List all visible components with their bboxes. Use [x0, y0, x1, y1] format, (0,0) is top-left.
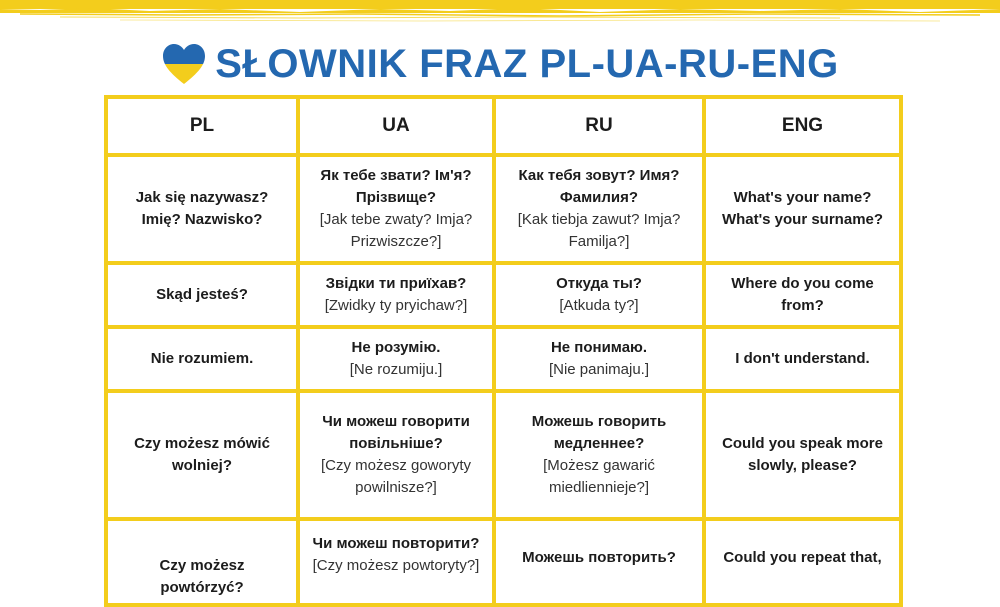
- phrase-pl: Czy możesz mówić wolniej?: [134, 435, 270, 474]
- cell-eng: [704, 519, 901, 605]
- cell-ua: [298, 519, 494, 605]
- phrase-ru: Можешь говорить медленнее?: [531, 413, 667, 452]
- phrase-eng: Where do you come from?: [731, 275, 874, 314]
- phrase-ru: Можешь повторить?: [522, 549, 676, 566]
- translit-ru: [Kak tiebja zawut? Imja? Familja?]: [517, 211, 681, 250]
- translit-ua: [Jak tebe zwaty? Imja? Prizwiszcze?]: [319, 211, 473, 250]
- title-row: [0, 36, 1000, 92]
- header-ru: RU: [494, 97, 704, 155]
- phrase-eng: Could you speak more slowly, please?: [722, 435, 883, 474]
- table-row: [106, 327, 901, 391]
- cell-pl: [106, 155, 298, 263]
- cell-eng: [704, 263, 901, 327]
- phrase-ru: Откуда ты?: [556, 275, 642, 292]
- translit-ru: [Atkuda ty?]: [559, 297, 639, 314]
- table-header-row: [106, 97, 901, 155]
- cell-eng: [704, 155, 901, 263]
- cell-ua: [298, 155, 494, 263]
- cell-pl: [106, 519, 298, 605]
- phrase-pl: Skąd jesteś?: [156, 286, 248, 303]
- cell-ru: [494, 263, 704, 327]
- top-brush-border: [0, 0, 1000, 24]
- cell-eng: [704, 391, 901, 519]
- heart-icon: [161, 42, 207, 88]
- page-title: SŁOWNIK FRAZ PL-UA-RU-ENG: [215, 41, 839, 86]
- translit-ua: [Czy możesz goworyty powilnisze?]: [320, 457, 472, 496]
- phrase-eng: Could you repeat that,: [723, 549, 882, 566]
- table-row: [106, 263, 901, 327]
- translit-ua: [Ne rozumiju.]: [349, 361, 443, 378]
- cell-eng: [704, 327, 901, 391]
- cell-ru: [494, 155, 704, 263]
- header-ua: UA: [298, 97, 494, 155]
- translit-ua: [Zwidky ty pryichaw?]: [324, 297, 468, 314]
- cell-ru: [494, 391, 704, 519]
- translit-ua: [Czy możesz powtoryty?]: [312, 557, 480, 574]
- phrase-ua: Звідки ти приїхав?: [325, 275, 467, 292]
- phrase-eng: What's your name? What's your surname?: [721, 189, 884, 228]
- phrase-table: [104, 95, 903, 607]
- phrase-ua: Не розумію.: [351, 339, 441, 356]
- phrase-pl: Nie rozumiem.: [150, 350, 254, 367]
- cell-pl: [106, 263, 298, 327]
- phrase-ua: Як тебе звати? Ім'я? Прізвище?: [320, 167, 472, 206]
- cell-ua: [298, 391, 494, 519]
- phrase-pl: Jak się nazywasz? Imię? Nazwisko?: [135, 189, 269, 228]
- cell-ru: [494, 519, 704, 605]
- table-row: [106, 519, 901, 605]
- translit-ru: [Nie panimaju.]: [548, 361, 650, 378]
- cell-pl: [106, 327, 298, 391]
- cell-pl: [106, 391, 298, 519]
- phrase-ua: Чи можеш говорити повільніше?: [322, 413, 470, 452]
- cell-ru: [494, 327, 704, 391]
- cell-ua: [298, 327, 494, 391]
- phrase-eng: I don't understand.: [735, 350, 870, 367]
- cell-ua: [298, 263, 494, 327]
- translit-ru: [Możesz gawarić miedliennieje?]: [543, 457, 655, 496]
- phrase-pl: Czy możesz powtórzyć?: [159, 557, 245, 596]
- header-eng: ENG: [704, 97, 901, 155]
- header-pl: PL: [106, 97, 298, 155]
- table-row: [106, 155, 901, 263]
- table-row: [106, 391, 901, 519]
- phrase-ru: Как тебя зовут? Имя? Фамилия?: [518, 167, 680, 206]
- phrase-ua: Чи можеш повторити?: [312, 535, 480, 552]
- phrase-ru: Не понимаю.: [550, 339, 648, 356]
